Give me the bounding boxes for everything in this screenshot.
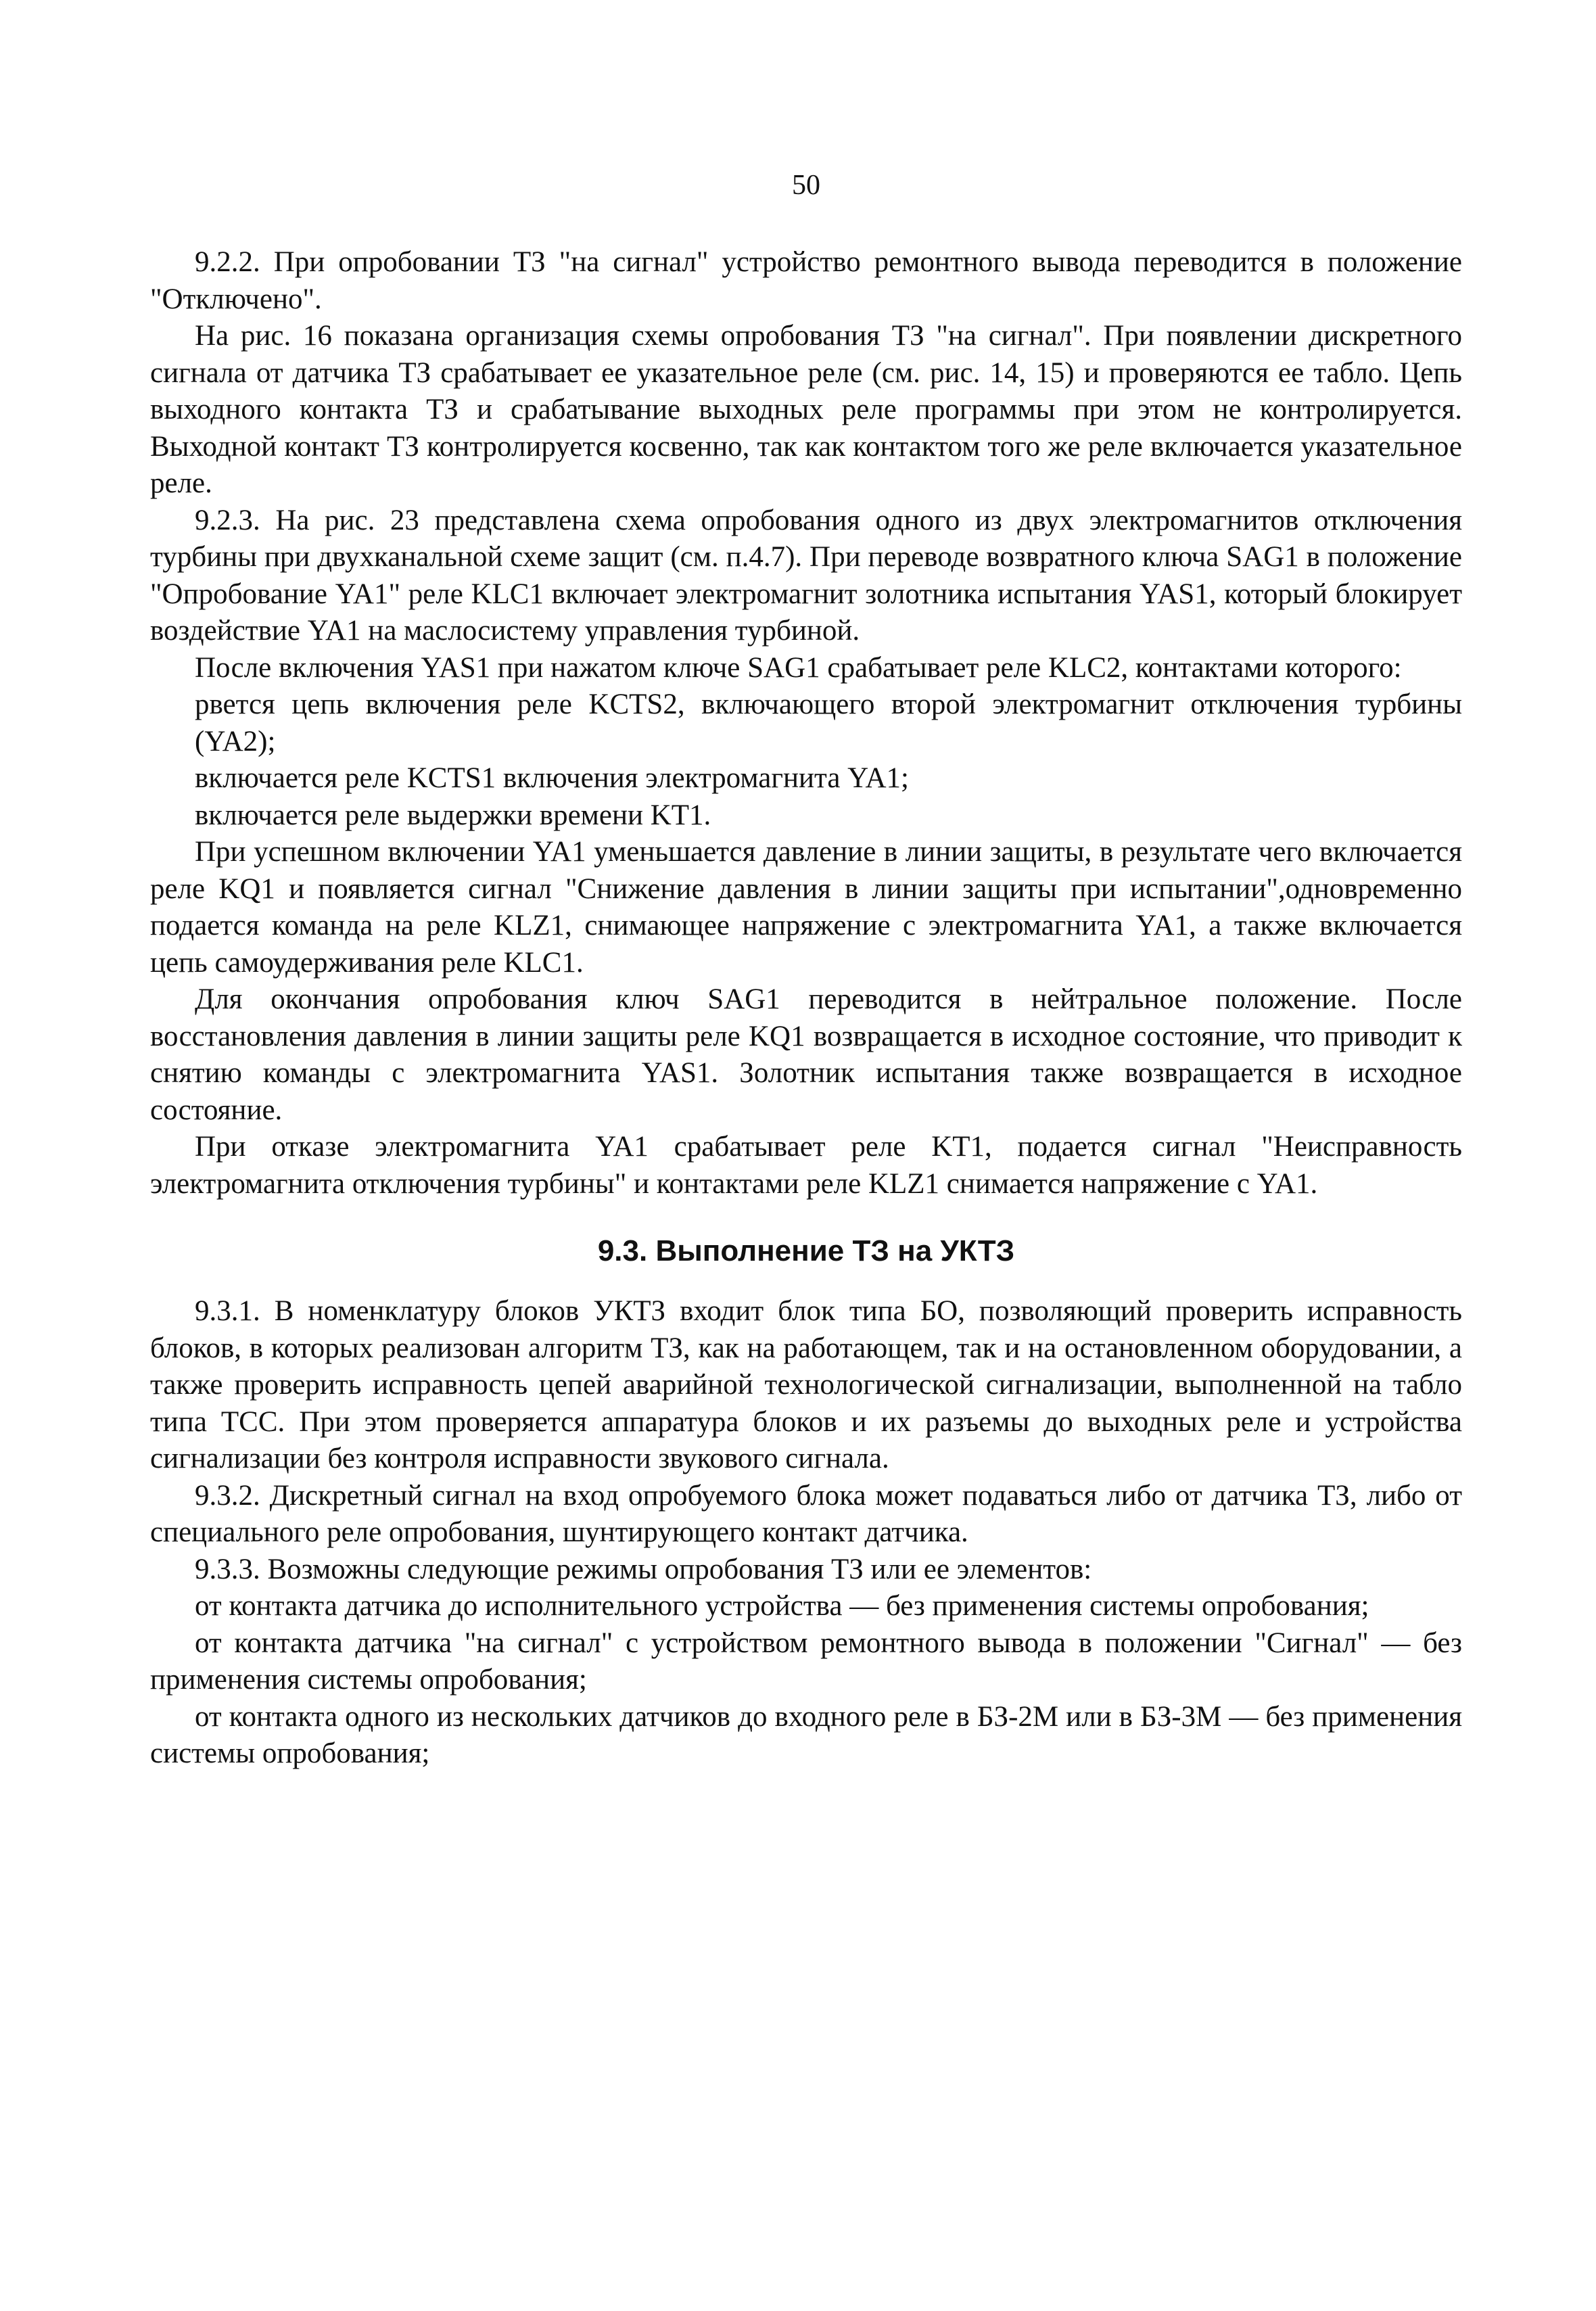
paragraph: Для окончания опробования ключ SAG1 переводится в нейтральное положение. После восстановления давления в линии защиты реле KQ1 возвращается в исходное состояние, что приводит к снятию команды с электромагнита YAS1. Золотник испытания также возвращается в исходное состояние. bbox=[150, 983, 1462, 1126]
paragraph: После включения YAS1 при нажатом ключе SAG1 срабатывает реле KLC2, контактами которого: bbox=[195, 651, 1402, 684]
paragraph: от контакта одного из нескольких датчиков до входного реле в БЗ-2М или в БЗ-3М — без применения системы опробования; bbox=[150, 1700, 1462, 1769]
list-item: включается реле KCTS1 включения электромагнита YA1; bbox=[195, 762, 909, 794]
paragraph: от контакта датчика "на сигнал" с устройством ремонтного вывода в положении "Сигнал" — без применения системы опробования; bbox=[150, 1627, 1462, 1696]
paragraph: 9.2.2. При опробовании ТЗ "на сигнал" устройство ремонтного вывода переводится в положение "Отключено". bbox=[150, 246, 1462, 315]
section-9-2-text bbox=[150, 244, 1462, 1203]
paragraph: 9.3.2. Дискретный сигнал на вход опробуемого блока может подаваться либо от датчика ТЗ, либо от специального реле опробования, шунтирующего контакт датчика. bbox=[150, 1479, 1462, 1548]
list-item: включается реле выдержки времени KT1. bbox=[195, 799, 711, 831]
section-heading: 9.3. Выполнение ТЗ на УКТЗ bbox=[597, 1234, 1015, 1267]
paragraph: от контакта датчика до исполнительного устройства — без применения системы опробования; bbox=[195, 1590, 1369, 1622]
section-9-3-text bbox=[150, 1293, 1462, 1773]
paragraph: 9.3.1. В номенклатуру блоков УКТЗ входит блок типа БО, позволяющий проверить исправность блоков, в которых реализован алгоритм ТЗ, как на работающем, так и на остановленном оборудовании, а также проверить исправность цепей аварийной технологической сигнализации, выполненной на табло типа ТСС. При этом проверяется аппаратура блоков и их разъемы до выходных реле и устройства сигнализации без контроля исправности звукового сигнала. bbox=[150, 1295, 1462, 1474]
page-number: 50 bbox=[792, 170, 820, 201]
paragraph: При успешном включении YA1 уменьшается давление в линии защиты, в результате чего включается реле KQ1 и появляется сигнал "Снижение давления в линии защиты при испытании",одновременно подается команда на реле KLZ1, снимающее напряжение с электромагнита YA1, а также включается цепь самоудерживания реле KLC1. bbox=[150, 836, 1462, 979]
document-page bbox=[150, 166, 1462, 1773]
paragraph: 9.3.3. Возможны следующие режимы опробования ТЗ или ее элементов: bbox=[195, 1553, 1092, 1585]
paragraph: 9.2.3. На рис. 23 представлена схема опробования одного из двух электромагнитов отключения турбины при двухканальной схеме защит (см. п.4.7). При переводе возвратного ключа SAG1 в положение "Опробование YA1" реле KLC1 включает электромагнит золотника испытания YAS1, который блокирует воздействие YA1 на маслосистему управления турбиной. bbox=[150, 504, 1462, 647]
list-item: рвется цепь включения реле KCTS2, включающего второй электромагнит отключения турбины (YA2); bbox=[195, 688, 1462, 757]
paragraph: На рис. 16 показана организация схемы опробования ТЗ "на сигнал". При появлении дискретного сигнала от датчика ТЗ срабатывает ее указательное реле (см. рис. 14, 15) и проверяются ее табло. Цепь выходного контакта ТЗ и срабатывание выходных реле программы при этом не контролируется. Выходной контакт ТЗ контролируется косвенно, так как контактом того же реле включается указательное реле. bbox=[150, 320, 1462, 499]
paragraph: При отказе электромагнита YA1 срабатывает реле KT1, подается сигнал "Неисправность электромагнита отключения турбины" и контактами реле KLZ1 снимается напряжение с YA1. bbox=[150, 1131, 1462, 1200]
